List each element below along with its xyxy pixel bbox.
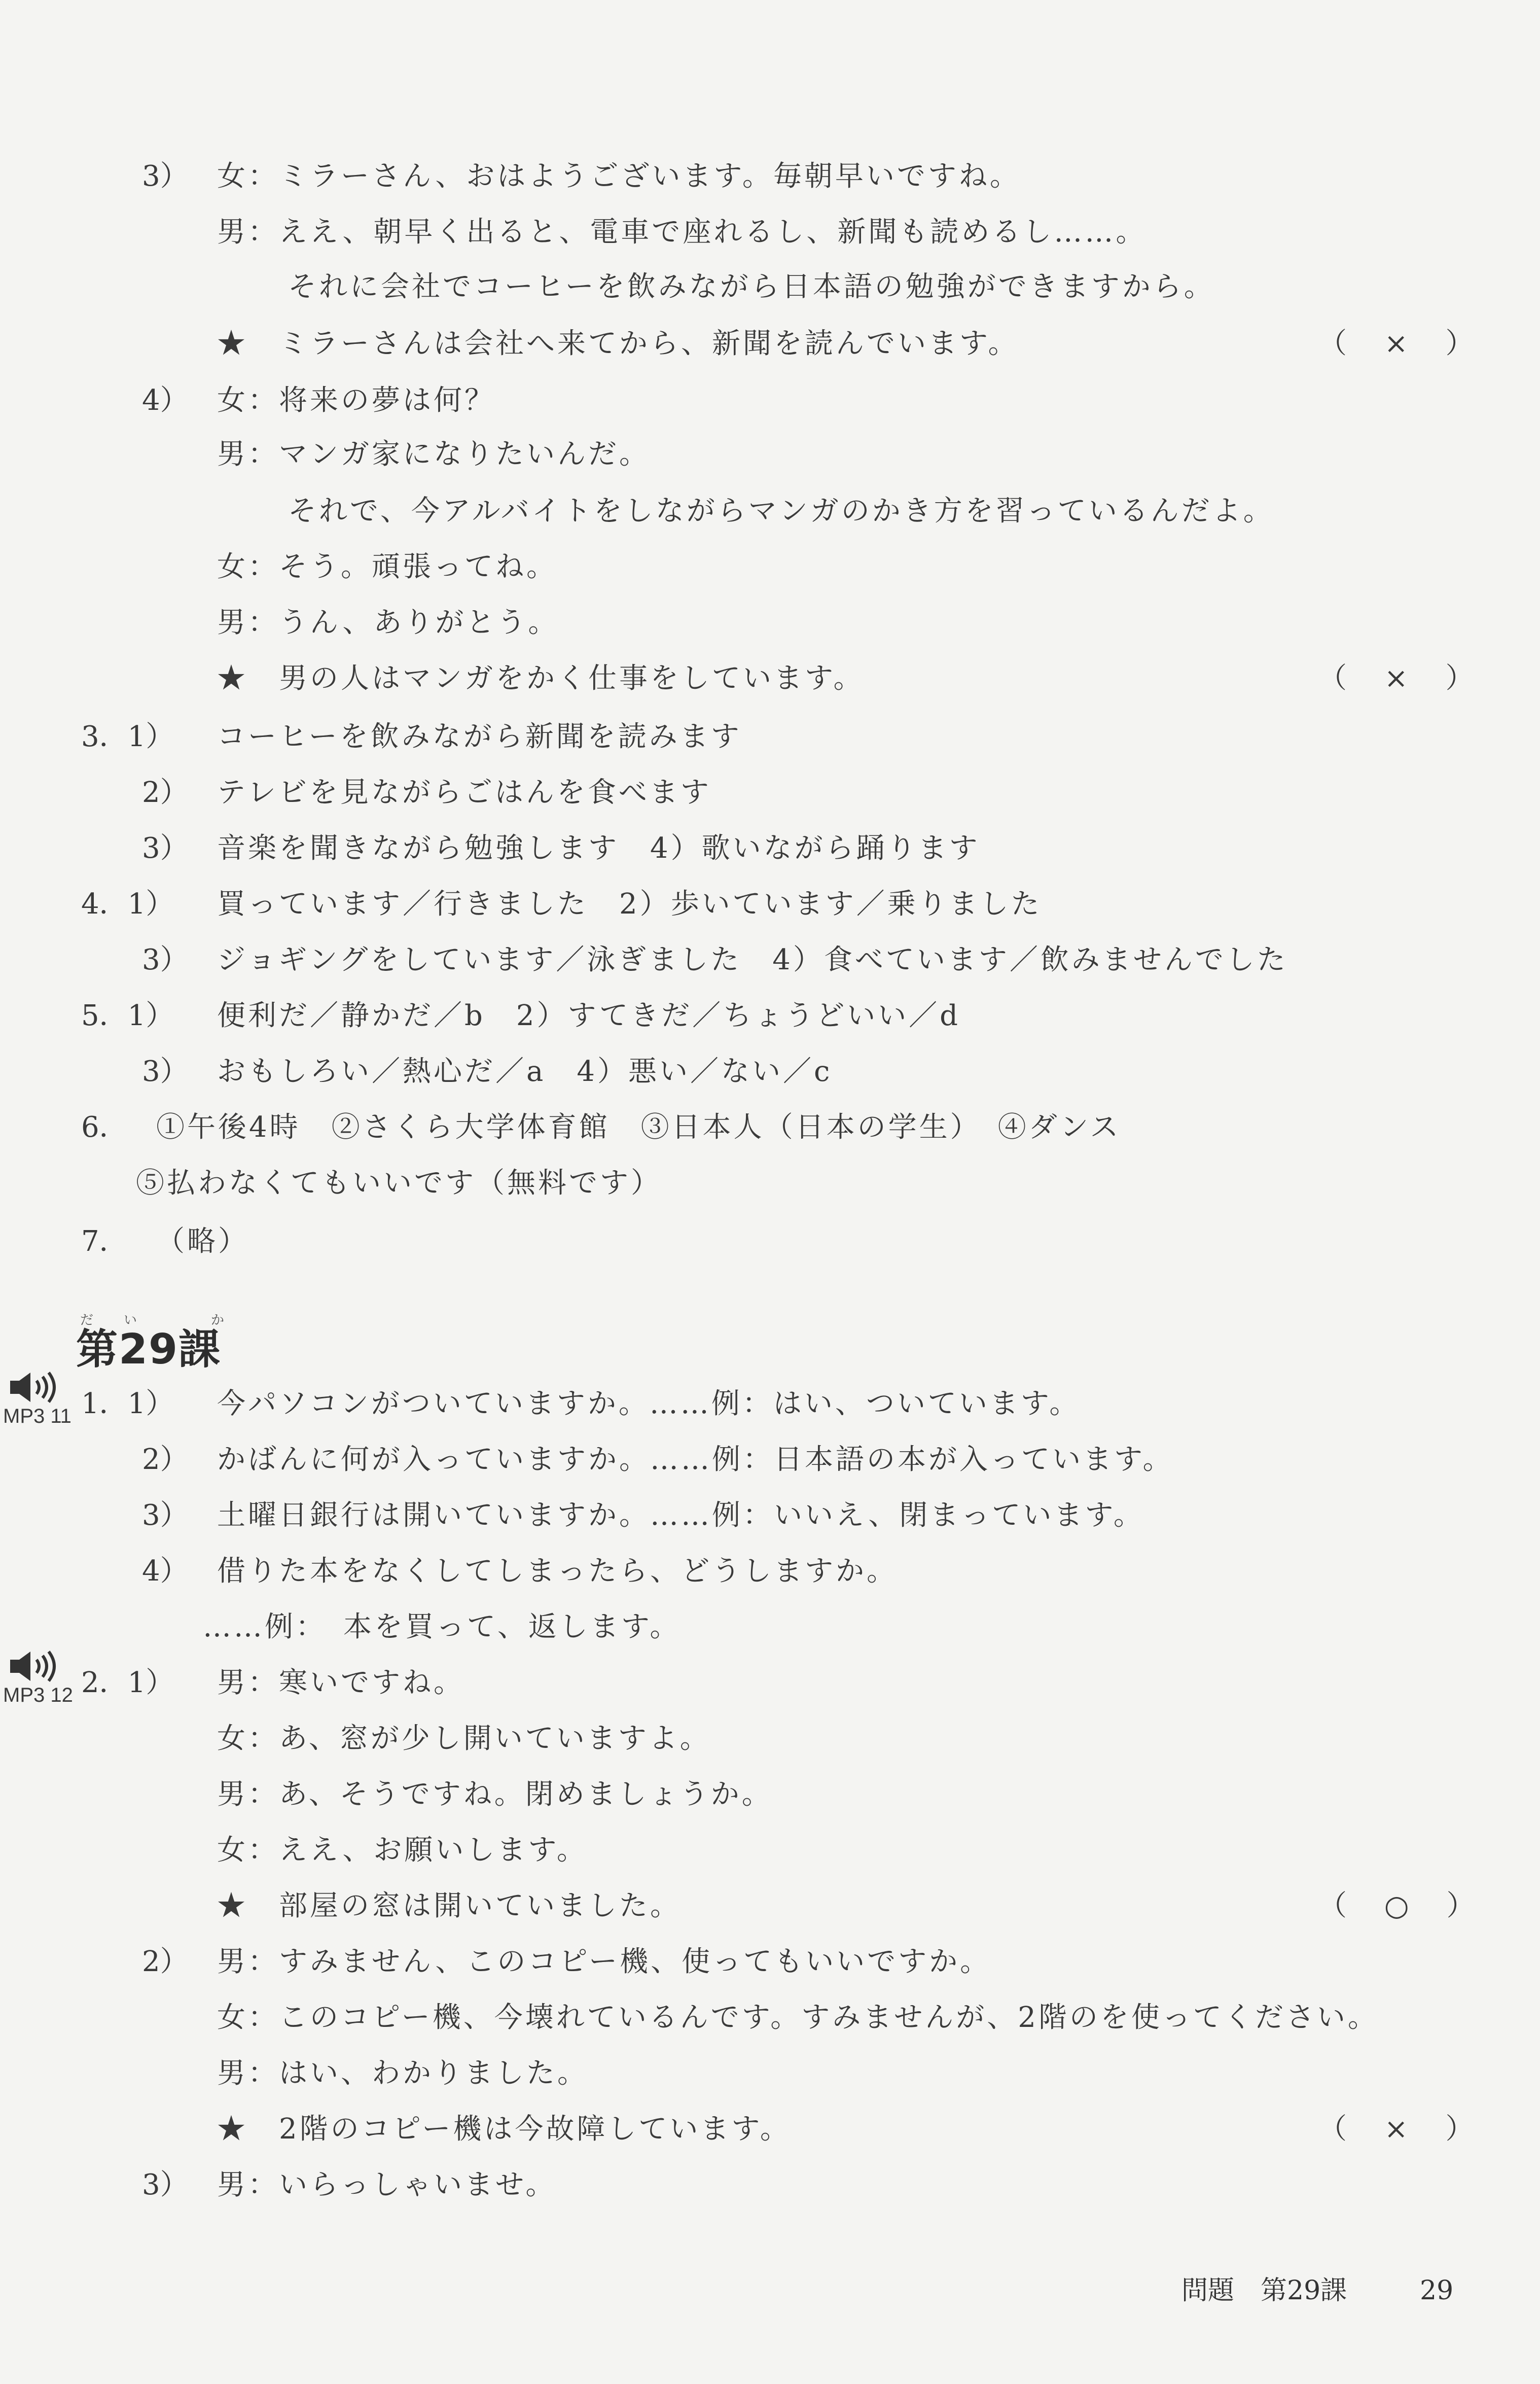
answer-text: 土曜日銀行は開いていますか。……例：いいえ、閉まっています。 <box>217 1499 1144 1532</box>
answer-text: それに会社でコーヒーを飲みながら日本語の勉強ができますから。 <box>288 270 1215 303</box>
item-number: 2） <box>142 776 189 809</box>
true-false-mark: （ × ） <box>1318 327 1488 360</box>
answer-text: 女：ええ、お願いします。 <box>217 1834 588 1867</box>
item-number: 3） <box>142 160 189 193</box>
audio-marker <box>3 1649 74 1714</box>
audio-marker <box>3 1370 74 1435</box>
speaker-icon <box>8 1370 64 1405</box>
footer-title: 問題 第29課 <box>1181 2275 1347 2306</box>
speaker-icon <box>8 1649 64 1684</box>
true-false-mark: （ ○ ） <box>1318 1889 1489 1922</box>
item-number: 4） <box>142 1555 189 1588</box>
item-number: 2） <box>142 1443 189 1476</box>
answer-text: 便利だ／静かだ／b 2）すてきだ／ちょうどいい／d <box>217 999 961 1032</box>
item-number: 4） <box>142 384 189 417</box>
answer-text: ★ 部屋の窓は開いていました。 <box>217 1889 681 1922</box>
item-number: 5．1） <box>81 999 174 1032</box>
item-number: 3） <box>142 2168 189 2201</box>
answer-text: 音楽を聞きながら勉強します 4）歌いながら踊ります <box>217 832 980 865</box>
answer-text: 男：マンガ家になりたいんだ。 <box>217 438 650 471</box>
answer-text: 男：すみません、このコピー機、使ってもいいですか。 <box>217 1945 991 1978</box>
answer-text: ★ ミラーさんは会社へ来てから、新聞を読んでいます。 <box>217 327 1019 360</box>
answer-text: テレビを見ながらごはんを食べます <box>217 776 711 809</box>
item-number: 6． <box>81 1111 128 1144</box>
answer-text: 借りた本をなくしてしまったら、どうしますか。 <box>217 1555 898 1588</box>
answer-text: 男：うん、ありがとう。 <box>217 606 559 639</box>
item-number: 4．1） <box>81 888 174 921</box>
audio-track-label: MP3 11 <box>3 1405 71 1427</box>
answer-text: 男：ええ、朝早く出ると、電車で座れるし、新聞も読めるし……。 <box>217 216 1147 249</box>
answer-text: コーヒーを飲みながら新聞を読みます <box>217 720 742 753</box>
lesson-ruby: だい か <box>80 1313 255 1328</box>
answer-text: 女：このコピー機、今壊れているんです。すみませんが、2階のを使ってください。 <box>217 2001 1379 2034</box>
lesson-heading: 第29課 <box>76 1325 222 1374</box>
item-number: 3） <box>142 1499 189 1532</box>
item-number: 3） <box>142 832 189 865</box>
true-false-mark: （ × ） <box>1318 2113 1488 2146</box>
page-number: 29 <box>1420 2275 1454 2306</box>
answer-text: ⑤払わなくてもいいです（無料です） <box>136 1167 662 1200</box>
answer-text: 男：あ、そうですね。閉めましょうか。 <box>217 1778 773 1811</box>
answer-text: 女：将来の夢は何？ <box>217 384 495 417</box>
answer-text: それで、今アルバイトをしながらマンガのかき方を習っているんだよ。 <box>288 495 1274 528</box>
item-number: 3） <box>142 943 189 976</box>
item-number: 7． <box>81 1225 128 1258</box>
answer-text: 男：寒いですね。 <box>217 1666 464 1699</box>
answer-text: （略） <box>156 1225 249 1258</box>
item-number: 3） <box>142 1055 189 1088</box>
answer-text: ★ 2階のコピー機は今故障しています。 <box>217 2113 791 2146</box>
answer-text: 女：あ、窓が少し開いていますよ。 <box>217 1722 711 1755</box>
answer-text: 買っています／行きました 2）歩いています／乗りました <box>217 888 1042 921</box>
answer-text: ①午後4時 ②さくら大学体育館 ③日本人（日本の学生） ④ダンス <box>156 1111 1121 1144</box>
answer-text: 女：ミラーさん、おはようございます。毎朝早いですね。 <box>217 160 1021 193</box>
answer-text: かばんに何が入っていますか。……例：日本語の本が入っています。 <box>217 1443 1174 1476</box>
answer-text: 今パソコンがついていますか。……例：はい、ついています。 <box>217 1387 1081 1420</box>
answer-text: 男：いらっしゃいませ。 <box>217 2168 557 2201</box>
item-number: 3．1） <box>81 720 174 753</box>
item-number: 1．1） <box>81 1387 174 1420</box>
true-false-mark: （ × ） <box>1318 662 1488 695</box>
answer-text: ★ 男の人はマンガをかく仕事をしています。 <box>217 662 865 695</box>
answer-text: おもしろい／熱心だ／a 4）悪い／ない／c <box>217 1055 833 1088</box>
answer-text: ジョギングをしています／泳ぎました 4）食べています／飲みませんでした <box>217 943 1288 976</box>
audio-track-label: MP3 12 <box>3 1684 73 1706</box>
answer-text: 男：はい、わかりました。 <box>217 2057 588 2090</box>
answer-text: 女：そう。頑張ってね。 <box>217 550 557 583</box>
answer-text: ……例： 本を買って、返します。 <box>203 1610 681 1643</box>
item-number: 2） <box>142 1945 189 1978</box>
item-number: 2．1） <box>81 1666 174 1699</box>
